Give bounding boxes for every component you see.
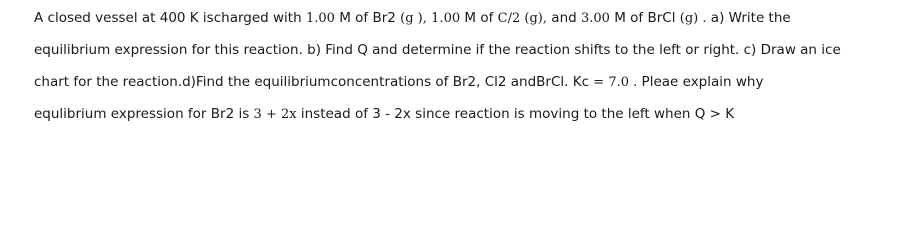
text-segment: a) Write the: [706, 10, 791, 26]
text-segment: A closed vessel at 400 K ischarged with: [34, 10, 306, 26]
math-segment: 3.00: [580, 11, 610, 26]
text-segment: M of: [460, 10, 498, 26]
text-segment: chart for the reaction.d)Find the equilibriumconcentrations of Br2, Cl2 andBrCl. Kc: [34, 74, 594, 90]
math-segment: (g) .: [679, 11, 707, 26]
question-line-4: [34, 101, 886, 133]
text-segment: Pleae explain why: [637, 74, 764, 90]
text-segment: M of Br2: [334, 10, 401, 26]
question-line-1: [34, 5, 886, 37]
text-segment: equlibrium expression for Br2 is: [34, 106, 254, 122]
question-line-2: equilibrium expression for this reaction. b) Find Q and determine if the reaction shifts to the left or right. c) Draw an ice: [34, 42, 841, 58]
text-segment: and: [547, 10, 581, 26]
text-segment: instead of 3 - 2x since reaction is moving to the left when Q > K: [296, 106, 735, 122]
text-segment: M of BrCl: [609, 10, 680, 26]
question-text: [34, 5, 886, 133]
math-segment: 1.00: [431, 11, 461, 26]
math-segment: 1.00: [305, 11, 335, 26]
math-segment: 3 + 2x: [253, 107, 297, 122]
math-segment: C/2 (g),: [497, 11, 547, 26]
math-segment: (g ),: [400, 11, 427, 26]
question-line-3: [34, 69, 886, 101]
math-segment: = 7.0 .: [593, 75, 638, 90]
